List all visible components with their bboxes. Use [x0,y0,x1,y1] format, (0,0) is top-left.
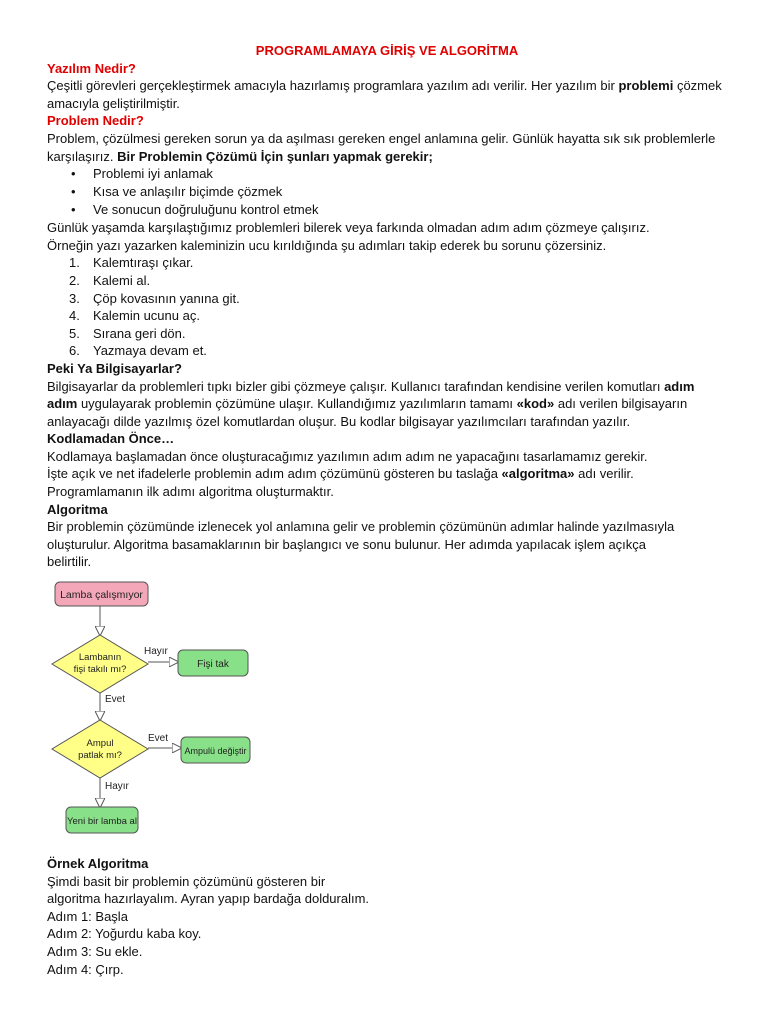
list-item-text: Problemi iyi anlamak [93,166,213,182]
text-span: adı verilen bilgisayarın anlayacağı dilde yazılmış özel komutlardan oluşur. Bu kodlar bilgisayar yazılımcıları tarafından yazılır. [47,396,688,429]
heading-yazilim: Yazılım Nedir? [47,60,136,76]
flow-start-label: Lamba çalışmıyor [60,589,143,601]
list-item-text: Ve sonucun doğruluğunu kontrol etmek [93,202,319,218]
heading-kodlamadan: Kodlamadan Önce… [47,431,175,447]
bold-span: «kod» [516,396,555,412]
paragraph-algoritma [47,518,727,571]
text-span: Bir problemin çözümünde izlenecek yol anlamına gelir ve problemin çözümünün adımlar halinde yazılmasıyla oluşturulur. Algoritma basamaklarının bir başlangıcı ve sonu bulunur. Her adımda yapılacak işlem açıkça [47,519,675,552]
list-item-text: Yazmaya devam et. [93,343,207,359]
flow-label-evet-2: Evet [148,733,169,744]
text-span: Bilgisayarlar da problemleri tıpkı bizler gibi çözmeye çalışır. Kullanıcı tarafından kendisine verilen komutları [47,378,665,394]
list-item-text: Kalemtıraşı çıkar. [93,255,194,271]
list-item-text: Sırana geri dön. [93,325,186,341]
list-item [47,183,727,201]
list-item-text: Kısa ve anlaşılır biçimde çözmek [93,184,283,200]
list-item [47,201,727,219]
flow-decision-2 [52,720,148,778]
list-item [47,307,727,325]
document-body [47,42,727,571]
list-number: 4. [69,308,80,324]
paragraph-kodlamadan-3: Programlamanın ilk adımı algoritma oluşturmaktır. [47,484,334,500]
heading-algoritma: Algoritma [47,501,108,517]
flow-decision-2-line1: Ampul [86,738,114,749]
paragraph-bilgisayarlar [47,378,727,431]
bullet-list [47,165,727,219]
list-item-text: Kalemi al. [93,272,151,288]
flowchart-svg [47,577,277,837]
bullet-marker: • [71,202,76,218]
example-step: Adım 1: Başla [47,908,128,924]
list-item [47,272,727,290]
text-span: Problem, çözülmesi gereken sorun ya da aşılması gereken engel anlamına gelir. Günlük hayatta sık sık problemlerle karşılaşırız. [47,130,716,164]
bold-span: problemi [618,78,674,94]
flow-label-evet-1: Evet [105,694,126,705]
list-number: 3. [69,290,80,306]
bold-span: Bir Problemin Çözümü İçin şunları yapmak gerekir; [117,148,433,164]
flow-label-hayir-1: Hayır [144,646,168,657]
example-line-2: algoritma hazırlayalım. Ayran yapıp bardağa dolduralım. [47,891,370,907]
list-item [47,165,727,183]
heading-problem: Problem Nedir? [47,113,144,129]
paragraph-problem [47,130,727,165]
flow-decision-1-line2: fişi takılı mı? [73,664,127,675]
bullet-marker: • [71,184,76,200]
paragraph-ornegin: Örneğin yazı yazarken kaleminizin ucu kırıldığında şu adımları takip ederek bu sorunu çözersiniz. [47,237,607,253]
list-item [47,290,727,308]
heading-bilgisayarlar: Peki Ya Bilgisayarlar? [47,360,182,376]
flow-action-2-label: Ampulü değiştir [184,746,247,756]
flow-decision-2-line2: patlak mı? [78,750,122,761]
page-title: PROGRAMLAMAYA GİRİŞ VE ALGORİTMA [255,43,519,58]
example-step: Adım 3: Su ekle. [47,943,143,959]
list-item [47,325,727,343]
example-section [47,855,727,978]
example-line-1: Şimdi basit bir problemin çözümünü gösteren bir [47,873,326,889]
flowchart [47,577,277,837]
paragraph-kodlamadan-1: Kodlamaya başlamadan önce oluşturacağımız yazılımın adım adım ne yapacağını tasarlamamız gerekir. [47,448,648,464]
bullet-marker: • [71,166,76,182]
paragraph-yazilim [47,77,727,112]
example-step: Adım 4: Çırp. [47,961,124,977]
numbered-list [47,254,727,360]
text-span: adı verilir. [574,466,634,482]
flow-label-hayir-2: Hayır [105,781,129,792]
flow-decision-1-line1: Lambanın [78,652,122,663]
list-number: 6. [69,343,80,359]
list-item [47,342,727,360]
flow-action-1-label: Fişi tak [197,659,229,670]
text-span: İşte açık ve net ifadelerle problemin adım adım çözümünü gösteren bu taslağa [47,466,502,482]
text-span: uygulayarak problemin çözümüne ulaşır. Kullandığımız yazılımların tamamı [77,396,517,412]
paragraph-gunluk: Günlük yaşamda karşılaştığımız problemleri bilerek veya farkında olmadan adım adım çözmeye çalışırız. [47,220,650,236]
list-number: 2. [69,272,80,288]
list-item-text: Kalemin ucunu aç. [93,308,200,324]
bold-span: adım adım [47,378,695,412]
example-step: Adım 2: Yoğurdu kaba koy. [47,926,202,942]
paragraph-kodlamadan-2 [47,465,727,483]
list-number: 5. [69,325,80,341]
text-span: çözmek amacıyla geliştirilmiştir. [47,78,722,111]
text-span: Çeşitli görevleri gerçekleştirmek amacıyla hazırlamış programlara yazılım adı verilir. Her yazılım bir [47,78,619,94]
text-span: belirtilir. [47,554,92,570]
flow-end-label: Yeni bir lamba al [67,816,137,827]
list-item [47,254,727,272]
list-item-text: Çöp kovasının yanına git. [93,290,240,306]
bold-span: «algoritma» [501,466,575,482]
heading-ornek: Örnek Algoritma [47,856,149,871]
list-number: 1. [69,255,80,271]
